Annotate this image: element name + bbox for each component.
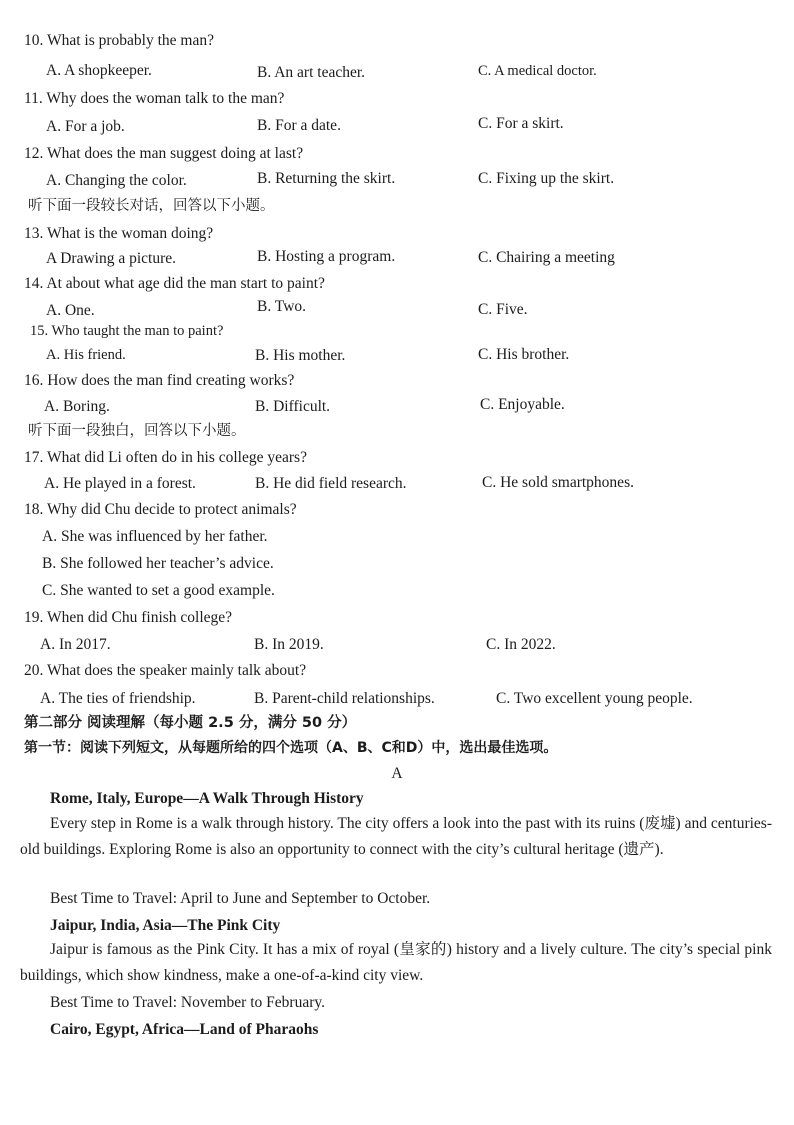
q16-option-c: C. Enjoyable.: [480, 396, 565, 413]
question-15: 15. Who taught the man to paint?: [30, 323, 224, 339]
q13-option-a: A Drawing a picture.: [46, 250, 176, 267]
instruction-long-dialogue: 听下面一段较长对话，回答以下小题。: [28, 198, 275, 214]
jaipur-heading: Jaipur, India, Asia—The Pink City: [50, 917, 281, 934]
q20-option-a: A. The ties of friendship.: [40, 690, 196, 707]
q20-option-b: B. Parent-child relationships.: [254, 690, 435, 707]
question-10: 10. What is probably the man?: [24, 32, 214, 49]
q16-option-a: A. Boring.: [44, 398, 110, 415]
cairo-heading: Cairo, Egypt, Africa—Land of Pharaohs: [50, 1021, 319, 1038]
q14-option-a: A. One.: [46, 302, 95, 319]
rome-paragraph: Every step in Rome is a walk through history. The city offers a look into the past with its ruins (废墟) and centuries-old buildings. Exploring Rome is also an opportunity to connect with the city’s cultural heritage (遗产).: [20, 815, 772, 858]
q19-option-b: B. In 2019.: [254, 636, 324, 653]
question-12: 12. What does the man suggest doing at last?: [24, 145, 304, 162]
q17-option-a: A. He played in a forest.: [44, 475, 196, 492]
question-14: 14. At about what age did the man start to paint?: [24, 275, 325, 292]
q10-option-c: C. A medical doctor.: [478, 63, 597, 79]
rome-best-time: Best Time to Travel: April to June and September to October.: [50, 890, 431, 907]
section-one-title: 第一节：阅读下列短文，从每题所给的四个选项（A、B、C和D）中，选出最佳选项。: [24, 740, 558, 756]
q10-option-a: A. A shopkeeper.: [46, 62, 152, 79]
q13-option-c: C. Chairing a meeting: [478, 249, 615, 266]
q14-option-c: C. Five.: [478, 301, 528, 318]
q17-option-b: B. He did field research.: [255, 475, 407, 492]
q20-option-c: C. Two excellent young people.: [496, 690, 693, 707]
question-16: 16. How does the man find creating works?: [24, 372, 295, 389]
instruction-monologue: 听下面一段独白，回答以下小题。: [28, 423, 246, 439]
question-11: 11. Why does the woman talk to the man?: [24, 90, 285, 107]
q15-option-b: B. His mother.: [255, 347, 346, 364]
q19-option-c: C. In 2022.: [486, 636, 556, 653]
q14-option-b: B. Two.: [257, 298, 307, 315]
q19-option-a: A. In 2017.: [40, 636, 111, 653]
q15-option-a: A. His friend.: [46, 347, 126, 363]
q17-option-c: C. He sold smartphones.: [482, 474, 634, 491]
question-18: 18. Why did Chu decide to protect animals?: [24, 501, 297, 518]
rome-heading: Rome, Italy, Europe—A Walk Through History: [50, 790, 364, 807]
q12-option-b: B. Returning the skirt.: [257, 170, 396, 187]
q10-option-b: B. An art teacher.: [257, 64, 366, 81]
passage-label: A: [391, 765, 403, 782]
q18-option-a: A. She was influenced by her father.: [42, 528, 268, 545]
q11-option-a: A. For a job.: [46, 118, 125, 135]
q18-option-c: C. She wanted to set a good example.: [42, 582, 275, 599]
q12-option-a: A. Changing the color.: [46, 172, 187, 189]
q12-option-c: C. Fixing up the skirt.: [478, 170, 615, 187]
question-13: 13. What is the woman doing?: [24, 225, 214, 242]
q13-option-b: B. Hosting a program.: [257, 248, 396, 265]
jaipur-best-time: Best Time to Travel: November to February.: [50, 994, 325, 1011]
part-two-title: 第二部分 阅读理解（每小题 2.5 分，满分 50 分）: [24, 715, 357, 731]
q15-option-c: C. His brother.: [478, 346, 570, 363]
q16-option-b: B. Difficult.: [255, 398, 331, 415]
question-17: 17. What did Li often do in his college years?: [24, 449, 307, 466]
question-19: 19. When did Chu finish college?: [24, 609, 233, 626]
q18-option-b: B. She followed her teacher’s advice.: [42, 555, 274, 572]
jaipur-paragraph: Jaipur is famous as the Pink City. It has a mix of royal (皇家的) history and a lively culture. The city’s special pink buildings, which show kindness, make a one-of-a-kind city view.: [20, 941, 772, 984]
q11-option-c: C. For a skirt.: [478, 115, 564, 132]
q11-option-b: B. For a date.: [257, 117, 341, 134]
question-20: 20. What does the speaker mainly talk about?: [24, 662, 307, 679]
